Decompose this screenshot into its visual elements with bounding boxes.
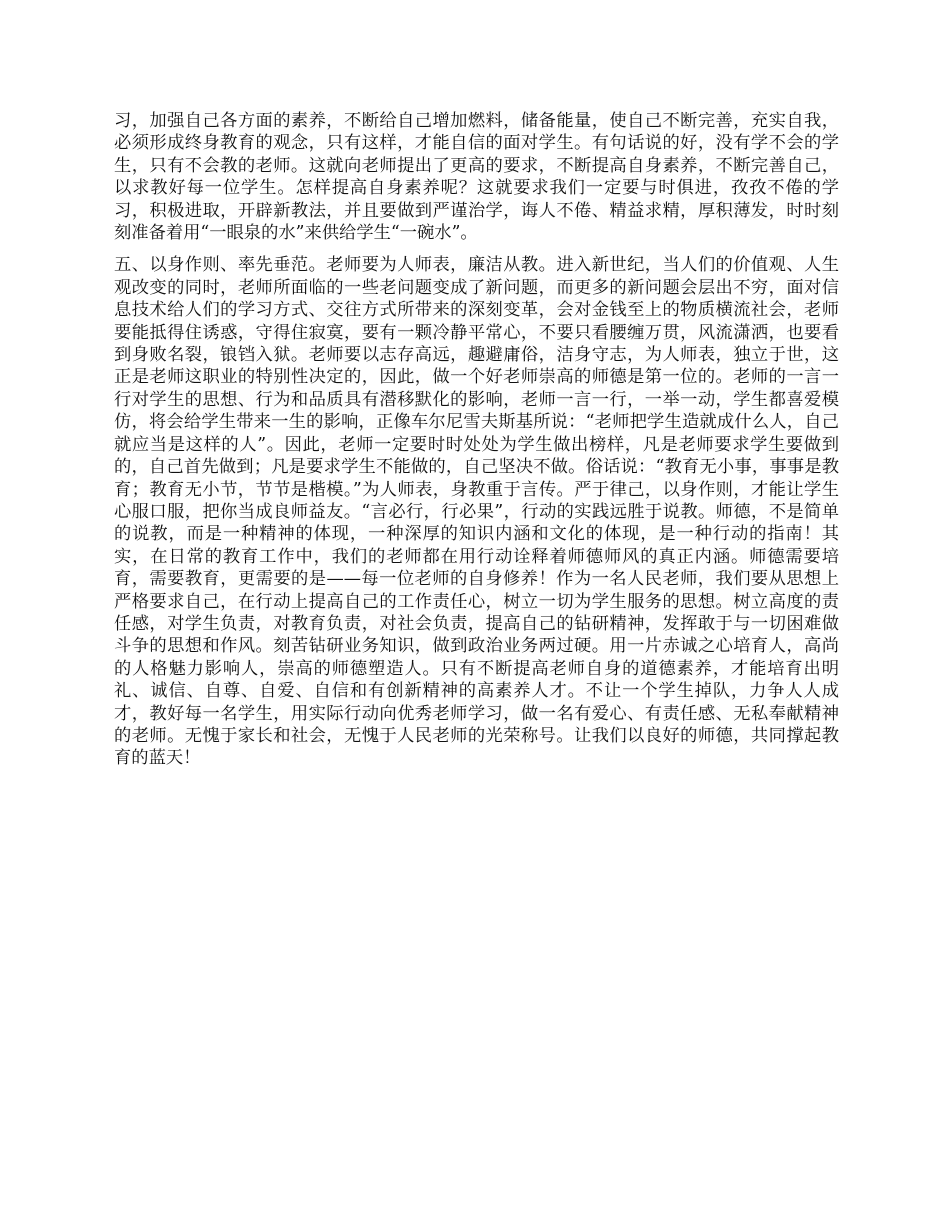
paragraph-self-improvement: 习，加强自己各方面的素养，不断给自己增加燃料，储备能量，使自己不断完善，充实自我，必须形成终身教育的观念，只有这样，才能自信的面对学生。有句话说的好，没有学不会的学生，只有不会教的老师。这就向老师提出了更高的要求，不断提高自身素养，不断完善自己，以求教好每一位学生。怎样提高自身素养呢？这就要求我们一定要与时俱进，孜孜不倦的学习，积极进取，开辟新教法，并且要做到严谨治学，诲人不倦、精益求精，厚积薄发，时时刻刻准备着用“一眼泉的水”来供给学生“一碗水”。 xyxy=(114,111,839,244)
document-page xyxy=(114,110,839,770)
paragraph-lead-by-example: 五、以身作则、率先垂范。老师要为人师表，廉洁从教。进入新世纪，当人们的价值观、人生观改变的同时，老师所面临的一些老问题变成了新问题，而更多的新问题会层出不穷，面对信息技术给人们的学习方式、交往方式所带来的深刻变革，会对金钱至上的物质横流社会，老师要能抵得住诱惑，守得住寂寞，要有一颗冷静平常心，不要只看腰缠万贯，风流潇洒，也要看到身败名裂，锒铛入狱。老师要以志存高远，趣避庸俗，洁身守志，为人师表，独立于世，这正是老师这职业的特别性决定的，因此，做一个好老师崇高的师德是第一位的。老师的一言一行对学生的思想、行为和品质具有潜移默化的影响，老师一言一行，一举一动，学生都喜爱模仿，将会给学生带来一生的影响，正像车尔尼雪夫斯基所说：“老师把学生造就成什么人，自己就应当是这样的人”。因此，老师一定要时时处处为学生做出榜样，凡是老师要求学生要做到的，自己首先做到；凡是要求学生不能做的，自己坚决不做。俗话说：“教育无小事，事事是教育；教育无小节，节节是楷模。”为人师表，身教重于言传。严于律己，以身作则，才能让学生心服口服，把你当成良师益友。“言必行，行必果”，行动的实践远胜于说教。师德，不是简单的说教，而是一种精神的体现，一种深厚的知识内涵和文化的体现，是一种行动的指南！其实，在日常的教育工作中，我们的老师都在用行动诠释着师德师风的真正内涵。师德需要培育，需要教育，更需要的是——每一位老师的自身修养！作为一名人民老师，我们要从思想上严格要求自己，在行动上提高自己的工作责任心，树立一切为学生服务的思想。树立高度的责任感，对学生负责，对教育负责，对社会负责，提高自己的钻研精神，发挥敢于与一切困难做斗争的思想和作风。刻苦钻研业务知识，做到政治业务两过硬。用一片赤诚之心培育人，高尚的人格魅力影响人，崇高的师德塑造人。只有不断提高老师自身的道德素养，才能培育出明礼、诚信、自尊、自爱、自信和有创新精神的高素养人才。不让一个学生掉队，力争人人成才，教好每一名学生，用实际行动向优秀老师学习，做一名有爱心、有责任感、无私奉献精神的老师。无愧于家长和社会，无愧于人民老师的光荣称号。让我们以良好的师德，共同撑起教育的蓝天！ xyxy=(114,255,839,769)
